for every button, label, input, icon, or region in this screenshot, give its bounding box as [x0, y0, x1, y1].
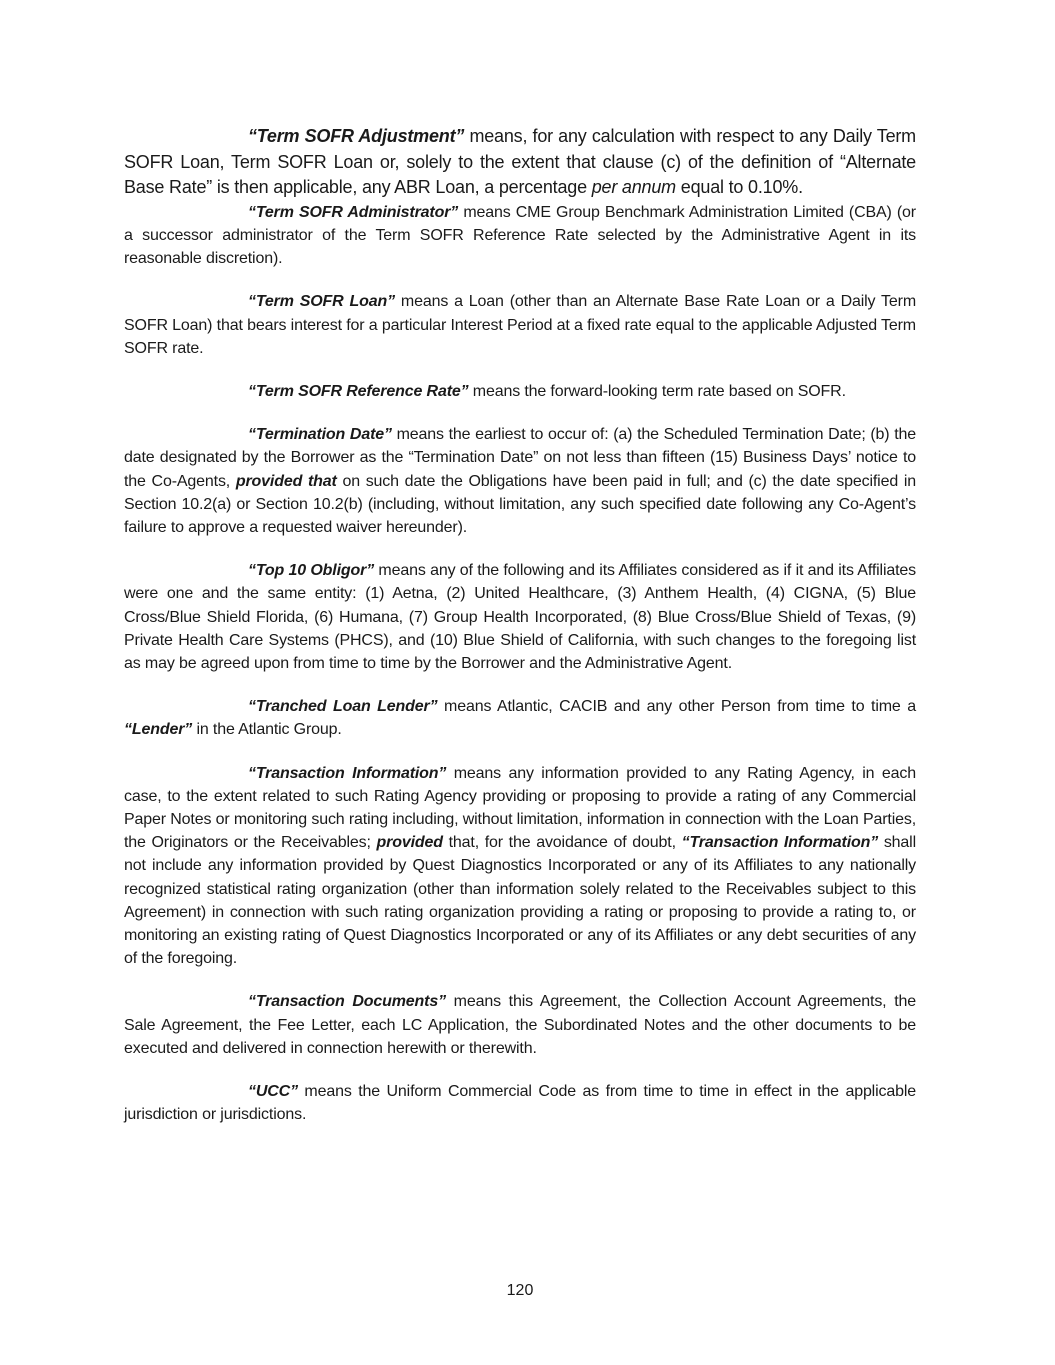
- definition-tranched-loan-lender: [124, 695, 916, 741]
- definition-text: that, for the avoidance of doubt,: [442, 834, 682, 852]
- definition-text: means Atlantic, CACIB and any other Person from time to time a: [437, 698, 917, 716]
- definition-text: shall not include any information provided by Quest Diagnostics Incorporated or any of its Affiliates to any nationally recognized statistical rating organization (other than information solely related to the Receivables subject to this Agreement) in connection with such rating organization providing a rating or proposing to provide a rating to, or monitoring an existing rating of Quest Diagnostics Incorporated or any of its Affiliates or any debt securities of any of the foregoing.: [124, 834, 916, 968]
- definition-text: means a Loan (other than an Alternate Base Rate Loan or a Daily Term SOFR Loan) that bears interest for a particular Interest Period at a fixed rate equal to the applicable Adjusted Term SOFR rate.: [124, 293, 916, 357]
- definition-term-sofr-adjustment: [124, 124, 916, 201]
- defined-term: “Term SOFR Loan”: [248, 293, 395, 311]
- definition-term-sofr-loan: [124, 290, 916, 360]
- emphasis-text: “Transaction Information”: [681, 834, 879, 852]
- definition-termination-date: [124, 423, 916, 539]
- emphasis-text: “Lender”: [124, 721, 193, 739]
- emphasis-text: provided: [376, 834, 443, 852]
- page-number: 120: [506, 1282, 534, 1299]
- document-body: [124, 124, 916, 1126]
- definition-text: means any information provided to any Rating Agency, in each case, to the extent related to such Rating Agency providing or proposing to provide a rating of any Commercial Paper Notes or monitoring such rating including, without limitation, information in connection with the Loan Parties, the Originators or the Receivables;: [124, 764, 916, 852]
- definition-text: means this Agreement, the Collection Account Agreements, the Sale Agreement, the Fee Letter, each LC Application, the Subordinated Notes and the other documents to be executed and delivered in connection herewith or therewith.: [124, 993, 916, 1057]
- definition-text: equal to 0.10%.: [675, 177, 803, 198]
- italic-text: per annum: [591, 177, 676, 198]
- definition-text: means the Uniform Commercial Code as from time to time in effect in the applicable jurisdiction or jurisdictions.: [124, 1083, 916, 1124]
- definition-term-sofr-administrator: [124, 201, 916, 271]
- definition-text: means any of the following and its Affiliates considered as if it and its Affiliates were one and the same entity: (1) Aetna, (2) United Healthcare, (3) Anthem Health, (4) CIGNA, (5) Blue Cross/Blue Shield Florida, (6) Humana, (7) Group Health Incorporated, (8) Blue Cross/Blue Shield of Texas, (9) Private Health Care Systems (PHCS), and (10) Blue Shield of California, with such changes to the foregoing list as may be agreed upon from time to time by the Borrower and the Administrative Agent.: [124, 562, 916, 673]
- definition-term-sofr-reference-rate: [124, 380, 916, 403]
- definition-ucc: [124, 1080, 916, 1126]
- definition-text: on such date the Obligations have been paid in full; and (c) the date specified in Section 10.2(a) or Section 10.2(b) (including, without limitation, any such specified date following any Co-Agent’s failure to approve a requested waiver hereunder).: [124, 472, 916, 537]
- defined-term: “Term SOFR Administrator”: [248, 203, 459, 221]
- defined-term: “Transaction Documents”: [248, 993, 446, 1011]
- definition-top-10-obligor: [124, 559, 916, 675]
- defined-term: “Top 10 Obligor”: [248, 562, 375, 580]
- emphasis-text: provided that: [235, 472, 337, 490]
- defined-term: “UCC”: [248, 1083, 298, 1101]
- defined-term: “Term SOFR Adjustment”: [248, 126, 465, 146]
- definition-text: means the forward-looking term rate based on SOFR.: [468, 383, 846, 400]
- definition-text: means CME Group Benchmark Administration Limited (CBA) (or a successor administrator of the Term SOFR Reference Rate selected by the Administrative Agent in its reasonable discretion).: [124, 203, 916, 268]
- definition-transaction-information: [124, 762, 916, 971]
- definition-transaction-documents: [124, 990, 916, 1060]
- defined-term: “Term SOFR Reference Rate”: [248, 383, 469, 400]
- definition-text: means, for any calculation with respect to any Daily Term SOFR Loan, Term SOFR Loan or, solely to the extent that clause (c) of the definition of “Alternate Base Rate” is then applicable, any ABR Loan, a percentage: [124, 126, 916, 198]
- defined-term: “Tranched Loan Lender”: [248, 698, 438, 716]
- defined-term: “Termination Date”: [248, 426, 392, 444]
- definition-text: in the Atlantic Group.: [192, 721, 342, 739]
- defined-term: “Transaction Information”: [248, 764, 447, 782]
- definition-text: means the earliest to occur of: (a) the Scheduled Termination Date; (b) the date designated by the Borrower as the “Termination Date” on not less than fifteen (15) Business Days’ notice to the Co-Agents,: [124, 426, 916, 490]
